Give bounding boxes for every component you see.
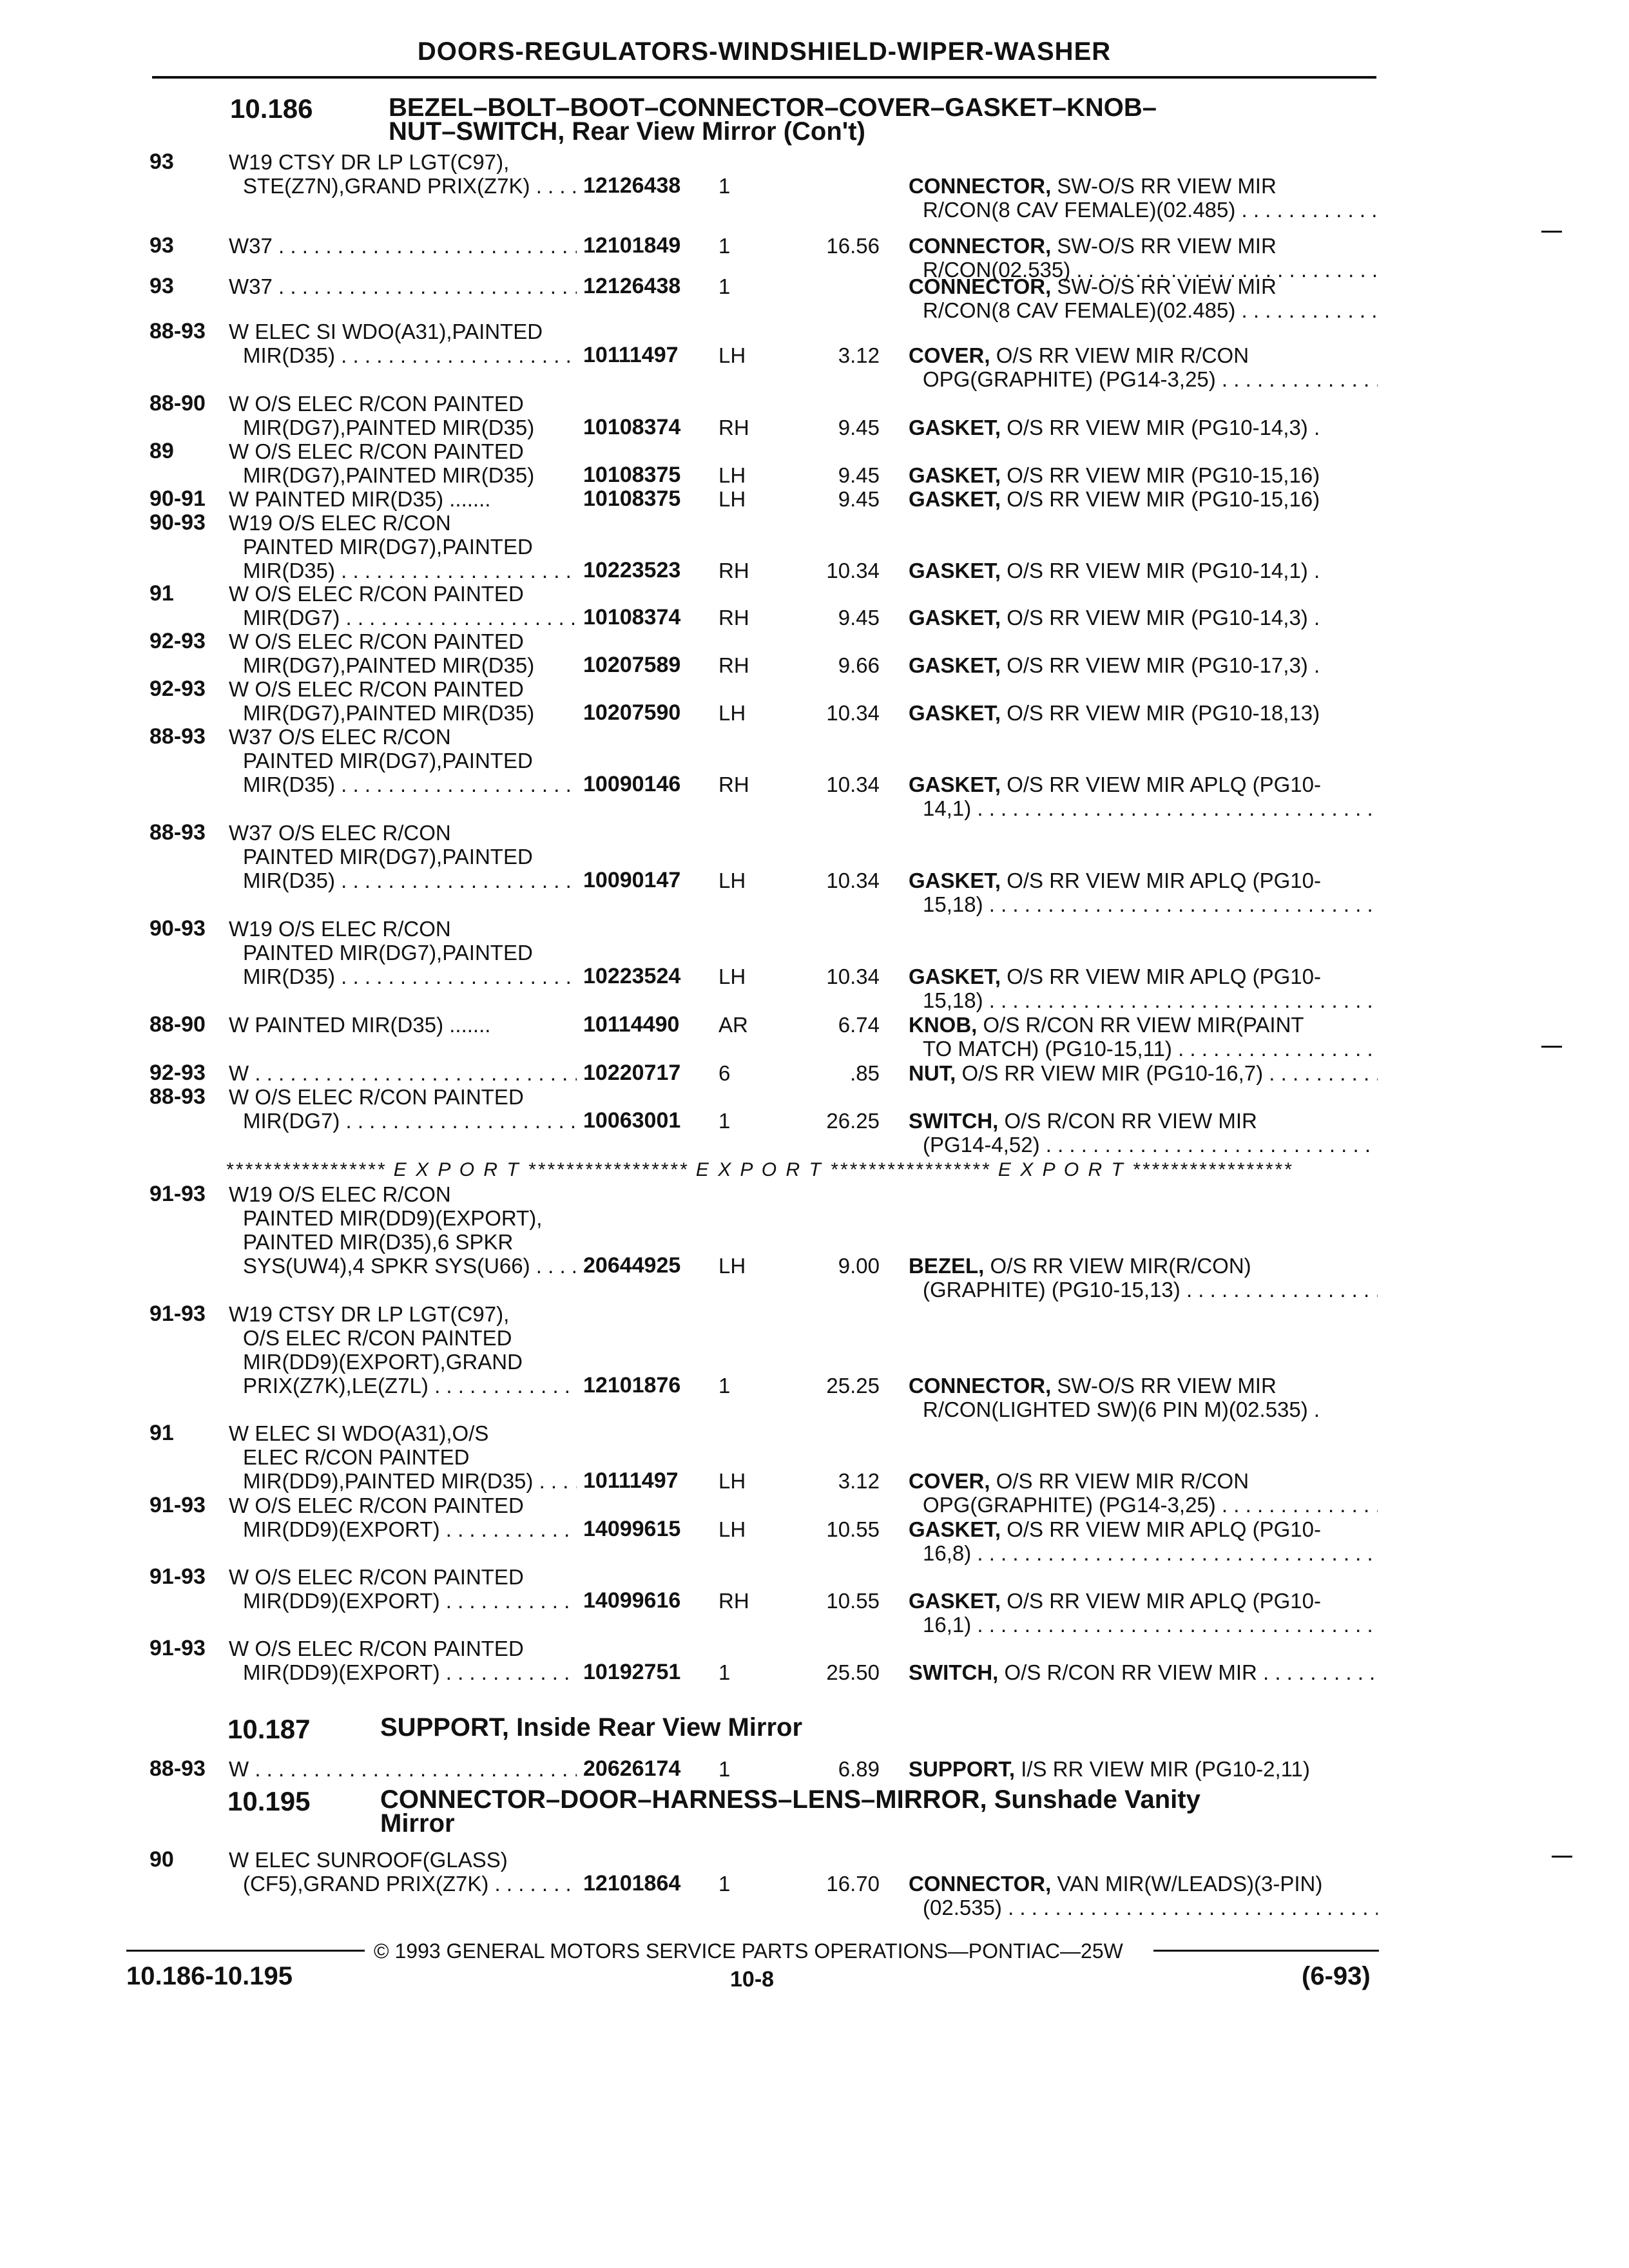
part-number: 10090147 bbox=[583, 868, 681, 892]
price: 3.12 bbox=[838, 1469, 880, 1493]
model-years: 88-90 bbox=[149, 1012, 206, 1037]
part-number: 10108375 bbox=[583, 486, 681, 511]
part-description bbox=[909, 606, 1378, 629]
part-description bbox=[909, 869, 1378, 916]
part-description-line: (02.535) . . . bbox=[909, 1896, 1378, 1919]
price: 10.34 bbox=[826, 965, 880, 988]
quantity: RH bbox=[718, 416, 749, 439]
model-years: 90-93 bbox=[149, 510, 206, 535]
model-years: 92-93 bbox=[149, 677, 206, 701]
model-years: 90 bbox=[149, 1847, 174, 1872]
usage-line: W O/S ELEC R/CON PAINTED bbox=[229, 677, 524, 701]
usage-line: W19 O/S ELEC R/CON bbox=[229, 917, 451, 941]
part-description bbox=[909, 965, 1378, 1012]
part-number: 10220717 bbox=[583, 1061, 681, 1085]
quantity: LH bbox=[718, 487, 746, 511]
model-years: 88-93 bbox=[149, 1756, 206, 1781]
margin-tick bbox=[1552, 1856, 1572, 1858]
part-number: 14099616 bbox=[583, 1588, 681, 1613]
usage-line: PAINTED MIR(DG7),PAINTED bbox=[243, 845, 533, 869]
header-rule bbox=[152, 76, 1376, 79]
price: 9.45 bbox=[838, 416, 880, 439]
price: 10.55 bbox=[826, 1589, 880, 1613]
usage-description bbox=[229, 1302, 577, 1398]
model-years: 93 bbox=[149, 233, 174, 258]
usage-description bbox=[229, 1013, 577, 1037]
footer-date: (6-93) bbox=[1302, 1962, 1371, 1990]
part-number: 20644925 bbox=[583, 1253, 681, 1278]
export-banner: ***************** E X P O R T ***************** E X P O R T ***************** E X P O R T ***************** bbox=[226, 1159, 1293, 1180]
part-description-line: GASKET, O/S RR VIEW MIR (PG10-17,3) . bbox=[909, 653, 1320, 677]
model-years: 90-91 bbox=[149, 486, 206, 511]
usage-description bbox=[229, 1637, 577, 1684]
part-number: 10090146 bbox=[583, 772, 681, 796]
usage-description bbox=[229, 917, 577, 988]
model-years: 89 bbox=[149, 439, 174, 463]
usage-line: W37 . . . bbox=[229, 234, 577, 258]
quantity: 1 bbox=[718, 274, 731, 298]
model-years: 88-93 bbox=[149, 820, 206, 845]
part-description bbox=[909, 416, 1378, 439]
part-description-line: COVER, O/S RR VIEW MIR R/CON bbox=[909, 343, 1249, 367]
quantity: 1 bbox=[718, 1757, 731, 1781]
price: 9.45 bbox=[838, 606, 880, 629]
page-header-title: DOORS-REGULATORS-WINDSHIELD-WIPER-WASHER bbox=[417, 37, 1112, 66]
part-description bbox=[909, 1872, 1378, 1919]
usage-line: W O/S ELEC R/CON PAINTED bbox=[229, 392, 524, 416]
price: 10.34 bbox=[826, 701, 880, 725]
part-description-line: BEZEL, O/S RR VIEW MIR(R/CON) bbox=[909, 1254, 1251, 1278]
part-number: 14099615 bbox=[583, 1517, 681, 1541]
part-description-line: TO MATCH) (PG10-15,11) . . . bbox=[909, 1037, 1378, 1061]
part-description-line: GASKET, O/S RR VIEW MIR APLQ (PG10- bbox=[909, 869, 1321, 892]
usage-line: MIR(DD9)(EXPORT) . . . bbox=[229, 1589, 577, 1613]
part-description-line: GASKET, O/S RR VIEW MIR (PG10-15,16) bbox=[909, 487, 1320, 511]
part-description bbox=[909, 1061, 1378, 1085]
usage-line: SYS(UW4),4 SPKR SYS(U66) . . . bbox=[229, 1254, 577, 1278]
model-years: 91 bbox=[149, 581, 174, 606]
part-number: 12101849 bbox=[583, 233, 681, 258]
usage-description bbox=[229, 234, 577, 258]
usage-line: MIR(D35) . . . bbox=[229, 559, 577, 582]
usage-line: W O/S ELEC R/CON PAINTED bbox=[229, 1494, 524, 1517]
usage-description bbox=[229, 677, 577, 725]
section-title-line-1: CONNECTOR–DOOR–HARNESS–LENS–MIRROR, Sunshade Vanity bbox=[380, 1785, 1200, 1814]
part-description-line: R/CON(8 CAV FEMALE)(02.485) . . . bbox=[909, 198, 1378, 222]
usage-line: MIR(D35) . . . bbox=[229, 965, 577, 988]
price: 6.89 bbox=[838, 1757, 880, 1781]
usage-line: W PAINTED MIR(D35) ....... bbox=[229, 487, 491, 511]
footer-rule-left bbox=[126, 1950, 365, 1952]
price: 25.25 bbox=[826, 1374, 880, 1398]
part-description-line: R/CON(LIGHTED SW)(6 PIN M)(02.535) . bbox=[923, 1398, 1320, 1421]
part-number: 12126438 bbox=[583, 274, 681, 298]
price: 10.55 bbox=[826, 1517, 880, 1541]
section-number: 10.187 bbox=[227, 1714, 311, 1744]
usage-line: W37 . . . bbox=[229, 274, 577, 298]
footer-rule-right bbox=[1153, 1950, 1379, 1952]
usage-line: W19 O/S ELEC R/CON bbox=[229, 1182, 451, 1206]
model-years: 91 bbox=[149, 1421, 174, 1445]
usage-description bbox=[229, 725, 577, 796]
model-years: 93 bbox=[149, 274, 174, 298]
part-number: 10207589 bbox=[583, 653, 681, 677]
margin-tick bbox=[1541, 231, 1562, 233]
usage-line: W37 O/S ELEC R/CON bbox=[229, 725, 451, 749]
part-description bbox=[909, 1660, 1378, 1684]
footer-section-range: 10.186-10.195 bbox=[126, 1962, 293, 1990]
model-years: 88-90 bbox=[149, 391, 206, 416]
margin-tick bbox=[1541, 1046, 1562, 1048]
part-description-line: 14,1) . . . bbox=[909, 796, 1378, 820]
usage-description bbox=[229, 1421, 577, 1493]
usage-line: PAINTED MIR(DG7),PAINTED bbox=[243, 941, 533, 965]
part-number: 20626174 bbox=[583, 1756, 681, 1781]
part-description-line: (GRAPHITE) (PG10-15,13) . . . bbox=[909, 1278, 1378, 1302]
usage-line: W37 O/S ELEC R/CON bbox=[229, 821, 451, 845]
quantity: 1 bbox=[718, 174, 731, 198]
part-number: 12101864 bbox=[583, 1871, 681, 1896]
model-years: 88-93 bbox=[149, 319, 206, 343]
model-years: 91-93 bbox=[149, 1493, 206, 1517]
part-description-line: R/CON(8 CAV FEMALE)(02.485) . . . bbox=[909, 298, 1378, 322]
usage-line: MIR(DD9)(EXPORT) . . . bbox=[229, 1660, 577, 1684]
part-description-line: OPG(GRAPHITE) (PG14-3,25) . . . bbox=[909, 367, 1378, 391]
quantity: 1 bbox=[718, 1109, 731, 1133]
part-description-line: CONNECTOR, SW-O/S RR VIEW MIR bbox=[909, 234, 1277, 258]
part-number: 10207590 bbox=[583, 700, 681, 725]
quantity: 1 bbox=[718, 1374, 731, 1398]
price: 9.45 bbox=[838, 463, 880, 487]
price: 10.34 bbox=[826, 773, 880, 796]
price: 3.12 bbox=[838, 343, 880, 367]
usage-line: PAINTED MIR(DD9)(EXPORT), bbox=[243, 1206, 543, 1230]
footer-copyright: © 1993 GENERAL MOTORS SERVICE PARTS OPERATIONS—PONTIAC—25W bbox=[374, 1939, 1123, 1963]
usage-line: MIR(DG7),PAINTED MIR(D35) bbox=[243, 416, 535, 439]
model-years: 90-93 bbox=[149, 916, 206, 941]
part-number: 12101876 bbox=[583, 1373, 681, 1398]
part-number: 10063001 bbox=[583, 1108, 681, 1133]
quantity: 6 bbox=[718, 1061, 731, 1085]
part-description-line: 16,1) . . . bbox=[909, 1613, 1378, 1637]
price: 26.25 bbox=[826, 1109, 880, 1133]
part-description-line: CONNECTOR, VAN MIR(W/LEADS)(3-PIN) bbox=[909, 1872, 1323, 1896]
part-description-line: COVER, O/S RR VIEW MIR R/CON bbox=[909, 1469, 1249, 1493]
usage-line: W19 O/S ELEC R/CON bbox=[229, 511, 451, 535]
part-number: 12126438 bbox=[583, 173, 681, 198]
price: .85 bbox=[850, 1061, 880, 1085]
usage-line: PAINTED MIR(D35),6 SPKR bbox=[243, 1230, 514, 1254]
part-description-line: CONNECTOR, SW-O/S RR VIEW MIR bbox=[909, 274, 1277, 298]
usage-description bbox=[229, 582, 577, 629]
usage-line: W O/S ELEC R/CON PAINTED bbox=[229, 1565, 524, 1589]
usage-description bbox=[229, 1757, 577, 1781]
part-description-line: GASKET, O/S RR VIEW MIR (PG10-18,13) bbox=[909, 701, 1320, 725]
part-number: 10223524 bbox=[583, 964, 681, 988]
part-description-line: SUPPORT, I/S RR VIEW MIR (PG10-2,11) bbox=[909, 1757, 1310, 1781]
section-title-line-2: NUT–SWITCH, Rear View Mirror (Con't) bbox=[389, 117, 865, 146]
model-years: 92-93 bbox=[149, 1061, 206, 1085]
usage-description bbox=[229, 1061, 577, 1085]
usage-description bbox=[229, 320, 577, 367]
part-description-line: 15,18) . . . bbox=[909, 892, 1378, 916]
price: 10.34 bbox=[826, 869, 880, 892]
usage-line: W O/S ELEC R/CON PAINTED bbox=[229, 582, 524, 606]
part-description-line: SWITCH, O/S R/CON RR VIEW MIR . . . bbox=[909, 1660, 1378, 1684]
quantity: 1 bbox=[718, 234, 731, 258]
usage-description bbox=[229, 821, 577, 892]
quantity: LH bbox=[718, 463, 746, 487]
quantity: LH bbox=[718, 343, 746, 367]
price: 9.45 bbox=[838, 487, 880, 511]
part-number: 10108375 bbox=[583, 463, 681, 487]
price: 9.66 bbox=[838, 653, 880, 677]
usage-line: MIR(DG7),PAINTED MIR(D35) bbox=[243, 701, 535, 725]
section-title-line-1: SUPPORT, Inside Rear View Mirror bbox=[380, 1713, 803, 1742]
section-title-line-1: BEZEL–BOLT–BOOT–CONNECTOR–COVER–GASKET–KNOB– bbox=[389, 93, 1157, 122]
usage-line: MIR(DD9),PAINTED MIR(D35) . . . bbox=[229, 1469, 577, 1493]
usage-description bbox=[229, 1565, 577, 1613]
part-description-line: GASKET, O/S RR VIEW MIR APLQ (PG10- bbox=[909, 965, 1321, 988]
part-number: 10111497 bbox=[583, 1468, 679, 1493]
usage-line: W19 CTSY DR LP LGT(C97), bbox=[229, 1302, 510, 1326]
part-description bbox=[909, 1589, 1378, 1637]
usage-line: MIR(D35) . . . bbox=[229, 343, 577, 367]
price: 16.70 bbox=[826, 1872, 880, 1896]
usage-line: W ELEC SUNROOF(GLASS) bbox=[229, 1848, 508, 1872]
part-description bbox=[909, 487, 1378, 511]
usage-description bbox=[229, 1494, 577, 1541]
part-description bbox=[909, 1374, 1378, 1421]
usage-line: (CF5),GRAND PRIX(Z7K) . . . bbox=[229, 1872, 577, 1896]
usage-line: W O/S ELEC R/CON PAINTED bbox=[229, 629, 524, 653]
model-years: 88-93 bbox=[149, 1084, 206, 1109]
model-years: 91-93 bbox=[149, 1564, 206, 1589]
part-description-line: GASKET, O/S RR VIEW MIR (PG10-14,3) . bbox=[909, 416, 1320, 439]
model-years: 91-93 bbox=[149, 1182, 206, 1206]
usage-line: STE(Z7N),GRAND PRIX(Z7K) . . . . bbox=[229, 174, 577, 198]
usage-description bbox=[229, 150, 577, 198]
part-description-line: NUT, O/S RR VIEW MIR (PG10-16,7) . . . bbox=[909, 1061, 1378, 1085]
model-years: 91-93 bbox=[149, 1636, 206, 1660]
part-description bbox=[909, 653, 1378, 677]
usage-description bbox=[229, 1085, 577, 1133]
usage-line: MIR(DG7) . . . bbox=[229, 1109, 577, 1133]
usage-line: O/S ELEC R/CON PAINTED bbox=[243, 1326, 512, 1350]
part-description-line: CONNECTOR, SW-O/S RR VIEW MIR bbox=[909, 1374, 1277, 1398]
quantity: LH bbox=[718, 1254, 746, 1278]
quantity: 1 bbox=[718, 1660, 731, 1684]
section-number: 10.195 bbox=[227, 1786, 311, 1816]
usage-line: W O/S ELEC R/CON PAINTED bbox=[229, 1085, 524, 1109]
usage-line: MIR(DG7) . . . bbox=[229, 606, 577, 629]
usage-line: MIR(DG7),PAINTED MIR(D35) bbox=[243, 653, 535, 677]
usage-line: PAINTED MIR(DG7),PAINTED bbox=[243, 535, 533, 559]
part-description-line: GASKET, O/S RR VIEW MIR APLQ (PG10- bbox=[909, 1517, 1321, 1541]
usage-line: MIR(DD9)(EXPORT) . . . bbox=[229, 1517, 577, 1541]
model-years: 88-93 bbox=[149, 724, 206, 749]
part-description-line: 15,18) . . . bbox=[909, 988, 1378, 1012]
quantity: LH bbox=[718, 1517, 746, 1541]
usage-line: W O/S ELEC R/CON PAINTED bbox=[229, 1637, 524, 1660]
usage-line: PAINTED MIR(DG7),PAINTED bbox=[243, 749, 533, 773]
part-description bbox=[909, 1254, 1378, 1302]
model-years: 92-93 bbox=[149, 629, 206, 653]
quantity: LH bbox=[718, 965, 746, 988]
usage-line: W O/S ELEC R/CON PAINTED bbox=[229, 439, 524, 463]
part-number: 10111497 bbox=[583, 343, 679, 367]
quantity: RH bbox=[718, 1589, 749, 1613]
part-description bbox=[909, 1469, 1378, 1517]
usage-line: PRIX(Z7K),LE(Z7L) . . . bbox=[229, 1374, 577, 1398]
usage-line: MIR(DD9)(EXPORT),GRAND bbox=[243, 1350, 523, 1374]
usage-description bbox=[229, 1848, 577, 1896]
quantity: 1 bbox=[718, 1872, 731, 1896]
part-description-line: CONNECTOR, SW-O/S RR VIEW MIR bbox=[909, 174, 1277, 198]
model-years: 93 bbox=[149, 149, 174, 174]
part-number: 10192751 bbox=[583, 1660, 681, 1684]
part-description-line: GASKET, O/S RR VIEW MIR APLQ (PG10- bbox=[909, 1589, 1321, 1613]
part-description-line: 16,8) . . . bbox=[909, 1541, 1378, 1565]
price: 6.74 bbox=[838, 1013, 880, 1037]
part-description bbox=[909, 701, 1378, 725]
quantity: LH bbox=[718, 701, 746, 725]
part-description bbox=[909, 1109, 1378, 1157]
usage-description bbox=[229, 511, 577, 582]
part-description bbox=[909, 463, 1378, 487]
section-title-line-2: Mirror bbox=[380, 1809, 455, 1838]
part-description-line: GASKET, O/S RR VIEW MIR APLQ (PG10- bbox=[909, 773, 1321, 796]
quantity: RH bbox=[718, 773, 749, 796]
usage-line: MIR(DG7),PAINTED MIR(D35) bbox=[243, 463, 535, 487]
quantity: LH bbox=[718, 1469, 746, 1493]
quantity: RH bbox=[718, 559, 749, 582]
part-number: 10114490 bbox=[583, 1012, 680, 1037]
part-description-line: KNOB, O/S R/CON RR VIEW MIR(PAINT bbox=[909, 1013, 1304, 1037]
part-number: 10108374 bbox=[583, 415, 681, 439]
usage-line: MIR(D35) . . . bbox=[229, 869, 577, 892]
usage-line: W . . . bbox=[229, 1061, 577, 1085]
usage-line: ELEC R/CON PAINTED bbox=[243, 1445, 470, 1469]
usage-line: W ELEC SI WDO(A31),PAINTED bbox=[229, 320, 543, 343]
part-number: 10223523 bbox=[583, 558, 681, 582]
part-description bbox=[909, 1757, 1378, 1781]
part-description bbox=[909, 1517, 1378, 1565]
part-description-line: SWITCH, O/S R/CON RR VIEW MIR bbox=[909, 1109, 1257, 1133]
price: 10.34 bbox=[826, 559, 880, 582]
part-number: 10108374 bbox=[583, 605, 681, 629]
price: 16.56 bbox=[826, 234, 880, 258]
usage-description bbox=[229, 629, 577, 677]
part-description bbox=[909, 274, 1378, 322]
part-description bbox=[909, 1013, 1378, 1061]
part-description-line: GASKET, O/S RR VIEW MIR (PG10-14,1) . bbox=[909, 559, 1320, 582]
model-years: 91-93 bbox=[149, 1302, 206, 1326]
usage-description bbox=[229, 392, 577, 439]
part-description bbox=[909, 343, 1378, 391]
price: 9.00 bbox=[838, 1254, 880, 1278]
quantity: RH bbox=[718, 653, 749, 677]
usage-description bbox=[229, 439, 577, 487]
usage-line: MIR(D35) . . . bbox=[229, 773, 577, 796]
part-description-line: (PG14-4,52) . . . bbox=[909, 1133, 1378, 1157]
part-description-line: OPG(GRAPHITE) (PG14-3,25) . . . bbox=[909, 1493, 1378, 1517]
part-description bbox=[909, 773, 1378, 820]
usage-line: W ELEC SI WDO(A31),O/S bbox=[229, 1421, 489, 1445]
usage-description bbox=[229, 1182, 577, 1278]
usage-description bbox=[229, 274, 577, 298]
quantity: LH bbox=[718, 869, 746, 892]
quantity: RH bbox=[718, 606, 749, 629]
usage-line: W PAINTED MIR(D35) ....... bbox=[229, 1013, 491, 1037]
part-description-line: R/CON(02.535) . . . bbox=[909, 258, 1378, 282]
usage-line: W19 CTSY DR LP LGT(C97), bbox=[229, 150, 510, 174]
price: 25.50 bbox=[826, 1660, 880, 1684]
quantity: AR bbox=[718, 1013, 748, 1037]
part-description bbox=[909, 174, 1378, 222]
section-number: 10.186 bbox=[230, 93, 313, 124]
usage-description bbox=[229, 487, 577, 511]
usage-line: W . . . bbox=[229, 1757, 577, 1781]
part-description bbox=[909, 559, 1378, 582]
part-description-line: GASKET, O/S RR VIEW MIR (PG10-15,16) bbox=[909, 463, 1320, 487]
footer-page-number: 10-8 bbox=[730, 1967, 775, 1992]
part-description-line: GASKET, O/S RR VIEW MIR (PG10-14,3) . bbox=[909, 606, 1320, 629]
